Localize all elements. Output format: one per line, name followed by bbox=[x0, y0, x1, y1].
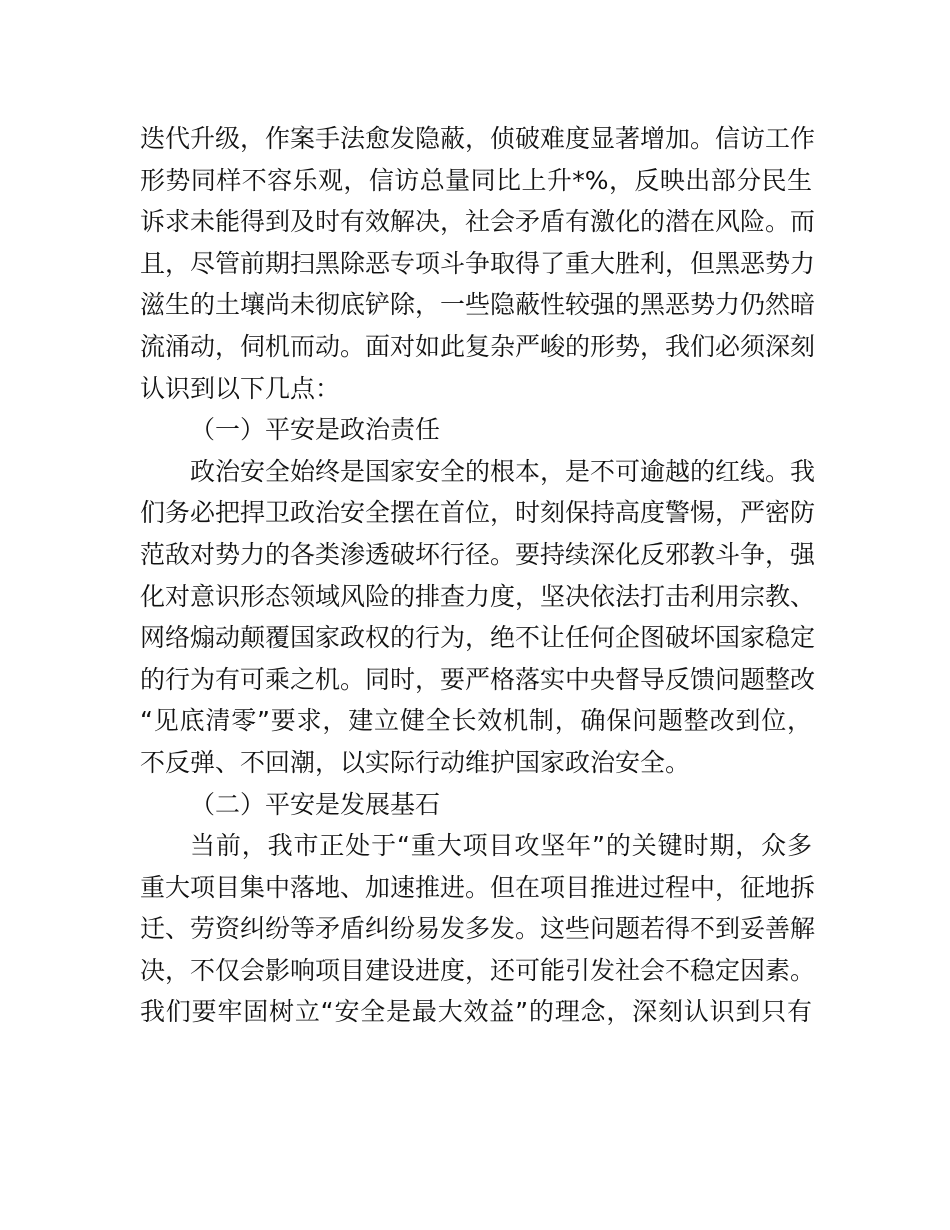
text-line: 流涌动，伺机而动。面对如此复杂严峻的形势，我们必须深刻 bbox=[140, 331, 816, 361]
text-line: 们务必把捍卫政治安全摆在首位，时刻保持高度警惕，严密防 bbox=[140, 498, 816, 528]
text-line: 滋生的土壤尚未彻底铲除，一些隐蔽性较强的黑恶势力仍然暗 bbox=[140, 290, 816, 320]
document-body bbox=[140, 118, 816, 1033]
text-line: 决，不仅会影响项目建设进度，还可能引发社会不稳定因素。 bbox=[140, 955, 816, 985]
text-line: 迁、劳资纠纷等矛盾纠纷易发多发。这些问题若得不到妥善解 bbox=[140, 914, 816, 944]
text-line: 化对意识形态领域风险的排查力度，坚决依法打击利用宗教、 bbox=[140, 581, 816, 611]
text-line: 不反弹、不回潮，以实际行动维护国家政治安全。 bbox=[140, 747, 691, 777]
text-line: 的行为有可乘之机。同时，要严格落实中央督导反馈问题整改 bbox=[140, 664, 816, 694]
text-line: 形势同样不容乐观，信访总量同比上升*%，反映出部分民生 bbox=[140, 165, 812, 195]
text-line: 政治安全始终是国家安全的根本，是不可逾越的红线。我 bbox=[190, 456, 816, 486]
text-line: 范敌对势力的各类渗透破坏行径。要持续深化反邪教斗争，强 bbox=[140, 539, 816, 569]
text-line: 重大项目集中落地、加速推进。但在项目推进过程中，征地拆 bbox=[140, 872, 816, 902]
text-line: 诉求未能得到及时有效解决，社会矛盾有激化的潜在风险。而 bbox=[140, 207, 816, 237]
text-line: 迭代升级，作案手法愈发隐蔽，侦破难度显著增加。信访工作 bbox=[140, 124, 816, 153]
text-line: 网络煽动颠覆国家政权的行为，绝不让任何企图破坏国家稳定 bbox=[140, 623, 816, 653]
section-heading-political-responsibility: （一）平安是政治责任 bbox=[190, 415, 441, 445]
text-line: 当前，我市正处于“重大项目攻坚年”的关键时期，众多 bbox=[190, 831, 812, 861]
intro-paragraph bbox=[140, 118, 816, 409]
text-line: 认识到以下几点： bbox=[140, 373, 341, 403]
section-heading-development-foundation: （二）平安是发展基石 bbox=[190, 789, 441, 819]
section-1-paragraph bbox=[140, 451, 816, 784]
text-line: “见底清零”要求，建立健全长效机制，确保问题整改到位， bbox=[140, 706, 812, 736]
text-line: 且，尽管前期扫黑除恶专项斗争取得了重大胜利，但黑恶势力 bbox=[140, 248, 816, 278]
section-2-paragraph bbox=[140, 825, 816, 1033]
text-line: 我们要牢固树立“安全是最大效益”的理念，深刻认识到只有 bbox=[140, 997, 812, 1027]
